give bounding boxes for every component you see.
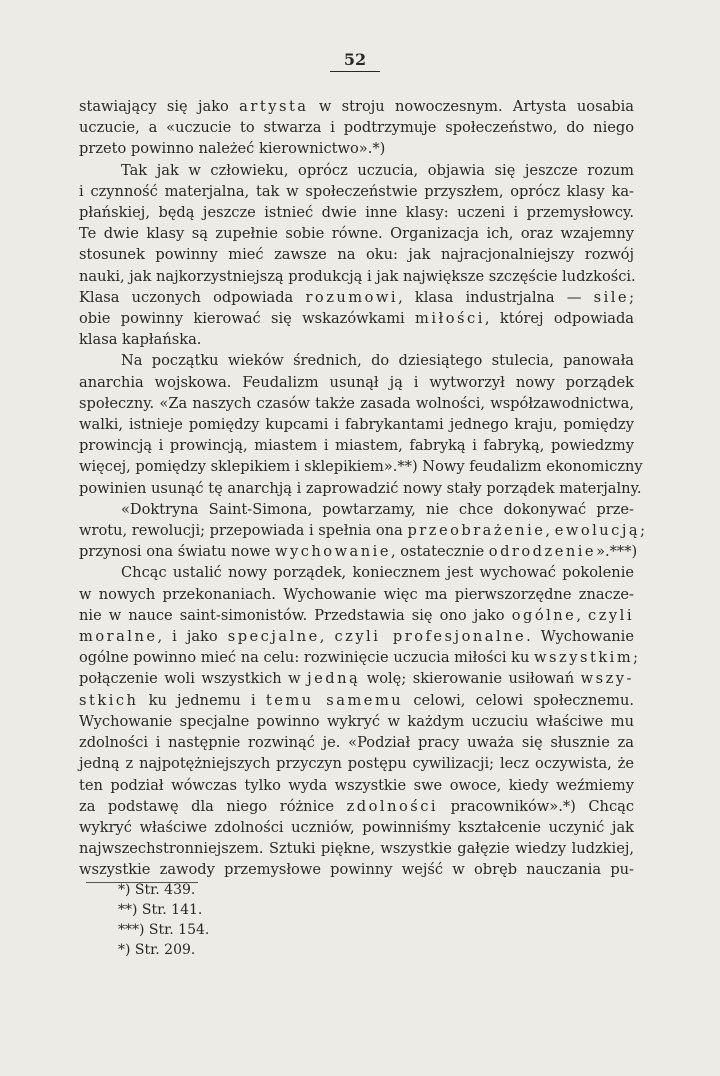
text-line xyxy=(79,329,634,350)
text-line xyxy=(79,456,643,477)
text-run: wolę; skierowanie usiłowań xyxy=(360,670,581,688)
text-run: , ostatecznie xyxy=(390,543,489,561)
text-run: ; xyxy=(629,288,634,306)
text-line xyxy=(79,690,634,711)
body-text xyxy=(79,96,646,881)
text-run: ; xyxy=(640,522,646,540)
text-run: powinien usunąć tę anarchją i zaprowadzić nowy stały porządek materjalny. xyxy=(79,479,642,497)
text-run: wykryć właściwe zdolności uczniów, powinniśmy kształcenie uczynić jak xyxy=(79,818,634,836)
spaced-emphasis: przeobrażenie xyxy=(407,522,546,540)
text-run: «Doktryna Saint-Simona, powtarzamy, nie chce dokonywać prze- xyxy=(121,500,634,518)
text-line xyxy=(79,732,634,753)
text-line xyxy=(79,647,639,668)
spaced-emphasis: wychowanie xyxy=(274,543,391,561)
text-line xyxy=(79,266,634,287)
footnote: *) Str. 439. xyxy=(118,882,196,898)
text-line xyxy=(79,308,634,329)
spaced-emphasis: zdolności xyxy=(346,797,439,815)
spaced-emphasis: rozumowi xyxy=(305,288,399,306)
text-run: wszystkie zawody przemysłowe powinny wejść w obręb nauczania pu- xyxy=(79,861,634,879)
spaced-emphasis: sile xyxy=(593,288,630,306)
text-line xyxy=(79,96,634,117)
text-run: ogólne powinno mieć na celu: rozwinięcie uczucia miłości ku xyxy=(79,649,535,667)
text-line xyxy=(79,138,634,159)
text-line xyxy=(79,626,634,647)
text-run: jedną z najpotężniejszych przyczyn postępu cywilizacji; lecz oczywista, że xyxy=(79,755,634,773)
footnotes xyxy=(118,880,209,960)
text-run: , której odpowiada xyxy=(484,310,634,328)
text-run: więcej, pomiędzy sklepikiem i sklepikiem».**) Nowy feudalizm ekonomiczny xyxy=(79,458,643,476)
spaced-emphasis: czyli xyxy=(588,606,634,624)
text-line xyxy=(79,372,634,393)
spaced-emphasis: wszystkim xyxy=(534,649,634,667)
text-run: , klasa industrjalna — xyxy=(398,288,594,306)
text-line xyxy=(79,838,634,859)
text-run: i czynność materjalna, tak w społeczeństwie przyszłem, oprócz klasy ka- xyxy=(79,182,634,200)
text-run: przeto powinno należeć kierownictwo».*) xyxy=(79,140,386,158)
text-run: przynosi ona światu nowe xyxy=(79,543,275,561)
text-run: nie w nauce saint-simonistów. Przedstawia się ono jako xyxy=(79,606,512,624)
text-run: ; xyxy=(633,649,639,667)
text-line xyxy=(79,796,634,817)
text-run: prowincją i prowincją, miastem i miastem, fabryką i fabryką, powiedzmy xyxy=(79,437,634,455)
text-line xyxy=(79,160,634,181)
text-run: za podstawę dla niego różnice xyxy=(79,797,347,815)
spaced-emphasis: ogólne xyxy=(511,606,577,624)
text-line xyxy=(79,499,634,520)
text-run: walki, istnieje pomiędzy kupcami i fabrykantami jednego kraju, pomiędzy xyxy=(79,416,634,434)
text-run: społeczny. «Za naszych czasów także zasada wolności, współzawodnictwa, xyxy=(79,394,634,412)
text-line xyxy=(79,393,634,414)
spaced-emphasis: jedną xyxy=(307,670,361,688)
text-line xyxy=(79,775,634,796)
text-line xyxy=(79,202,634,223)
spaced-emphasis: miłości xyxy=(415,310,485,328)
text-run: Wychowanie specjalne powinno wykryć w każdym uczuciu właściwe mu xyxy=(79,712,634,730)
text-line xyxy=(79,244,634,265)
spaced-emphasis: temu samemu xyxy=(265,691,404,709)
text-run: Chcąc ustalić nowy porządek, koniecznem jest wychować pokolenie xyxy=(121,564,634,582)
text-run: zdolności i następnie rozwinąć je. «Podział pracy uważa się słusznie za xyxy=(79,734,634,752)
text-line xyxy=(79,817,634,838)
spaced-emphasis: czyli profesjonalne xyxy=(334,628,527,646)
text-line xyxy=(79,859,634,880)
text-run: w stroju nowoczesnym. Artysta uosabia xyxy=(308,98,634,115)
text-line xyxy=(79,753,634,774)
text-run: Tak jak w człowieku, oprócz uczucia, objawia się jeszcze rozum xyxy=(121,161,634,179)
text-line xyxy=(79,520,646,541)
spaced-emphasis: ewolucją xyxy=(554,522,641,540)
text-line xyxy=(79,562,634,583)
text-line xyxy=(79,541,638,562)
text-run: uczucie, a «uczucie to stwarza i podtrzymuje społeczeństwo, do niego xyxy=(79,119,634,137)
text-line xyxy=(79,414,634,435)
text-line xyxy=(79,478,642,499)
spaced-emphasis: artysta xyxy=(239,98,309,115)
text-run: płańskiej, będą jeszcze istnieć dwie inne klasy: uczeni i przemysłowcy. xyxy=(79,204,634,222)
text-run: obie powinny kierować się wskazówkami xyxy=(79,310,416,328)
text-run: nauki, jak najkorzystniejszą produkcją i jak największe szczęście ludzkości. xyxy=(79,267,636,285)
text-line xyxy=(79,117,634,138)
page-number: 52 xyxy=(330,50,380,72)
text-run: w nowych przekonaniach. Wychowanie więc ma pierwszorzędne znacze- xyxy=(79,585,634,603)
text-run: ku jednemu i xyxy=(138,691,266,709)
text-line xyxy=(79,668,634,689)
text-run: klasa kapłańska. xyxy=(79,331,202,349)
spaced-emphasis: stkich xyxy=(79,691,139,709)
text-line xyxy=(79,181,634,202)
spaced-emphasis: wszy- xyxy=(580,670,634,688)
text-run: celowi, celowi społecznemu. xyxy=(403,691,634,709)
text-run: Na początku wieków średnich, do dziesiątego stulecia, panowała xyxy=(121,352,634,370)
text-run: , xyxy=(576,606,589,624)
text-run: , i jako xyxy=(157,628,228,646)
text-run: połączenie woli wszystkich w xyxy=(79,670,308,688)
text-line xyxy=(79,350,634,371)
footnote: **) Str. 141. xyxy=(118,902,203,918)
text-run: , xyxy=(319,628,335,646)
text-run: anarchia wojskowa. Feudalizm usunął ją i wytworzył nowy porządek xyxy=(79,373,634,391)
text-run: ten podział wówczas tylko wyda wszystkie swe owoce, kiedy weźmiemy xyxy=(79,776,634,794)
text-run: Te dwie klasy są zupełnie sobie równe. Organizacja ich, oraz wzajemny xyxy=(79,225,634,243)
text-run: najwszechstronniejszem. Sztuki piękne, wszystkie gałęzie wiedzy ludzkiej, xyxy=(79,840,634,858)
text-run: . Wychowanie xyxy=(526,628,634,646)
text-run: , xyxy=(545,522,555,540)
text-line xyxy=(79,584,634,605)
text-run: wrotu, rewolucji; przepowiada i spełnia ona xyxy=(79,522,408,540)
text-run: ».***) xyxy=(596,543,638,561)
spaced-emphasis: odrodzenie xyxy=(488,543,597,561)
text-run: Klasa uczonych odpowiada xyxy=(79,288,306,306)
text-line xyxy=(79,435,634,456)
footnote: *) Str. 209. xyxy=(118,942,196,958)
text-line xyxy=(79,605,634,626)
spaced-emphasis: moralne xyxy=(79,628,158,646)
text-line xyxy=(79,287,634,308)
text-line xyxy=(79,223,634,244)
text-run: stosunek powinny mieć zawsze na oku: jak najracjonalniejszy rozwój xyxy=(79,246,634,264)
text-run: stawiający się jako xyxy=(79,98,240,115)
footnote: ***) Str. 154. xyxy=(118,922,210,938)
text-run: pracowników».*) Chcąc xyxy=(438,797,634,815)
spaced-emphasis: specjalne xyxy=(227,628,320,646)
text-line xyxy=(79,711,634,732)
